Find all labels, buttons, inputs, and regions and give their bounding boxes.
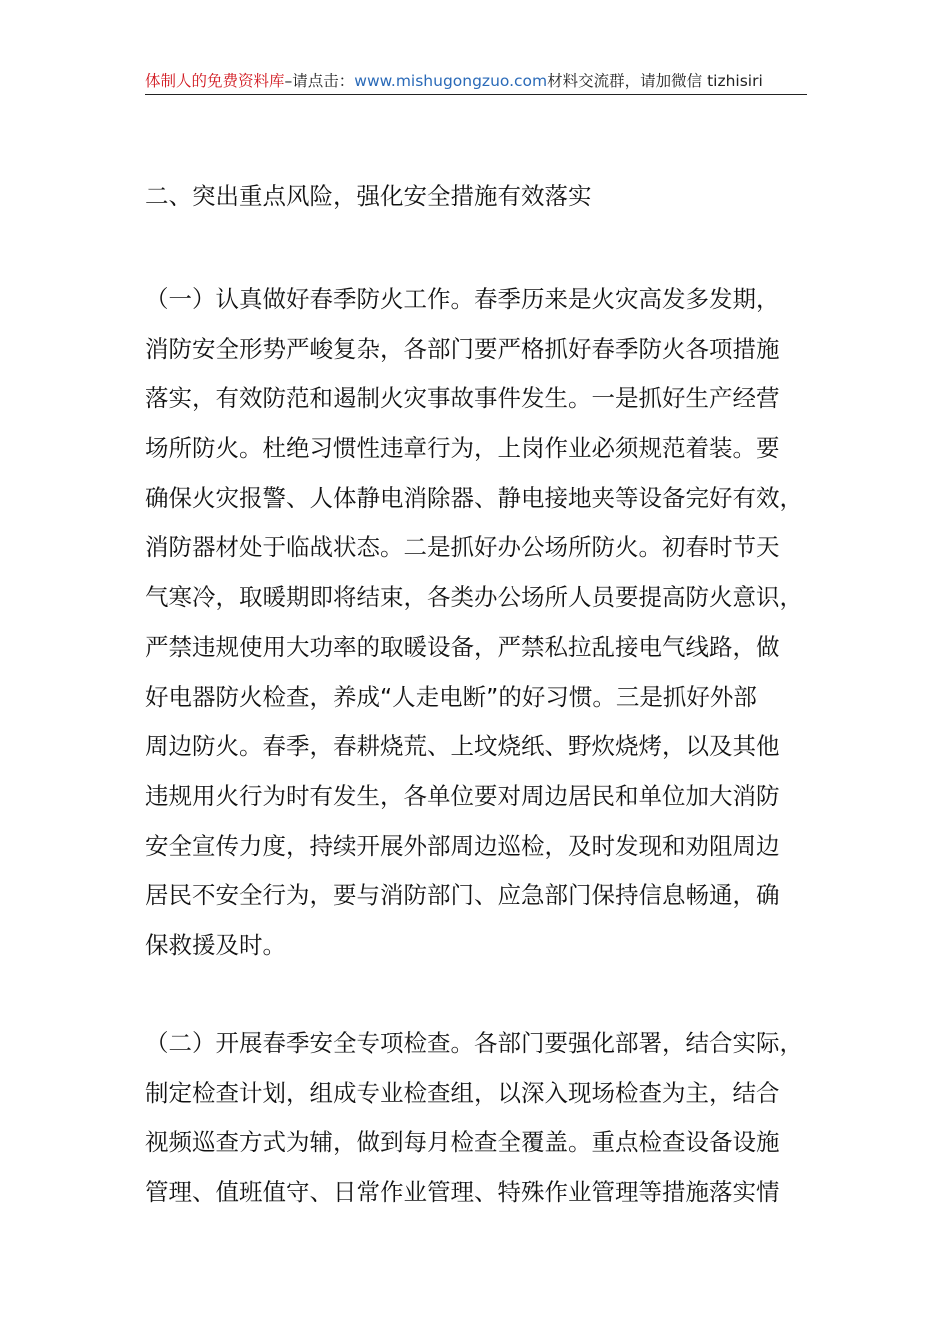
page-header — [145, 70, 807, 95]
header-brand: 体制人的免费资料库 — [145, 72, 285, 90]
paragraph-line: 居民不安全行为，要与消防部门、应急部门保持信息畅通，确 — [145, 881, 780, 910]
paragraph-line: 严禁违规使用大功率的取暖设备，严禁私拉乱接电气线路，做 — [145, 632, 780, 661]
header-prompt: –请点击： — [284, 72, 355, 90]
paragraph-fire-prevention — [145, 275, 815, 971]
paragraph-line: 消防安全形势严峻复杂，各部门要严格抓好春季防火各项措施 — [145, 334, 780, 363]
paragraph-line: 周边防火。春季，春耕烧荒、上坟烧纸、野炊烧烤，以及其他 — [145, 732, 780, 761]
paragraph-line: 视频巡查方式为辅，做到每月检查全覆盖。重点检查设备设施 — [145, 1128, 780, 1157]
paragraph-line: 违规用火行为时有发生，各单位要对周边居民和单位加大消防 — [145, 781, 780, 810]
paragraph-line: （二）开展春季安全专项检查。各部门要强化部署，结合实际， — [145, 1029, 803, 1057]
paragraph-line: 气寒冷，取暖期即将结束，各类办公场所人员要提高防火意识， — [145, 583, 803, 612]
paragraph-line: （一）认真做好春季防火工作。春季历来是火灾高发多发期， — [145, 285, 780, 313]
paragraph-line: 安全宣传力度，持续开展外部周边巡检，及时发现和劝阻周边 — [145, 831, 780, 860]
header-contact: 材料交流群，请加微信 tizhisiri — [547, 72, 763, 90]
paragraph-spring-inspection — [145, 1019, 815, 1218]
paragraph-line: 确保火灾报警、人体静电消除器、静电接地夹等设备完好有效， — [145, 483, 803, 512]
section-title: 二、突出重点风险，强化安全措施有效落实 — [145, 182, 592, 210]
paragraph-line: 好电器防火检查，养成“人走电断”的好习惯。三是抓好外部 — [145, 682, 757, 711]
paragraph-line: 保救援及时。 — [145, 930, 286, 959]
paragraph-line: 落实，有效防范和遏制火灾事故事件发生。一是抓好生产经营 — [145, 384, 780, 413]
header-link[interactable]: www.mishugongzuo.com — [354, 72, 548, 90]
paragraph-line: 消防器材处于临战状态。二是抓好办公场所防火。初春时节天 — [145, 533, 780, 562]
paragraph-line: 制定检查计划，组成专业检查组，以深入现场检查为主，结合 — [145, 1078, 780, 1107]
paragraph-line: 管理、值班值守、日常作业管理、特殊作业管理等措施落实情 — [145, 1178, 780, 1207]
paragraph-line: 场所防火。杜绝习惯性违章行为，上岗作业必须规范着装。要 — [145, 434, 780, 463]
